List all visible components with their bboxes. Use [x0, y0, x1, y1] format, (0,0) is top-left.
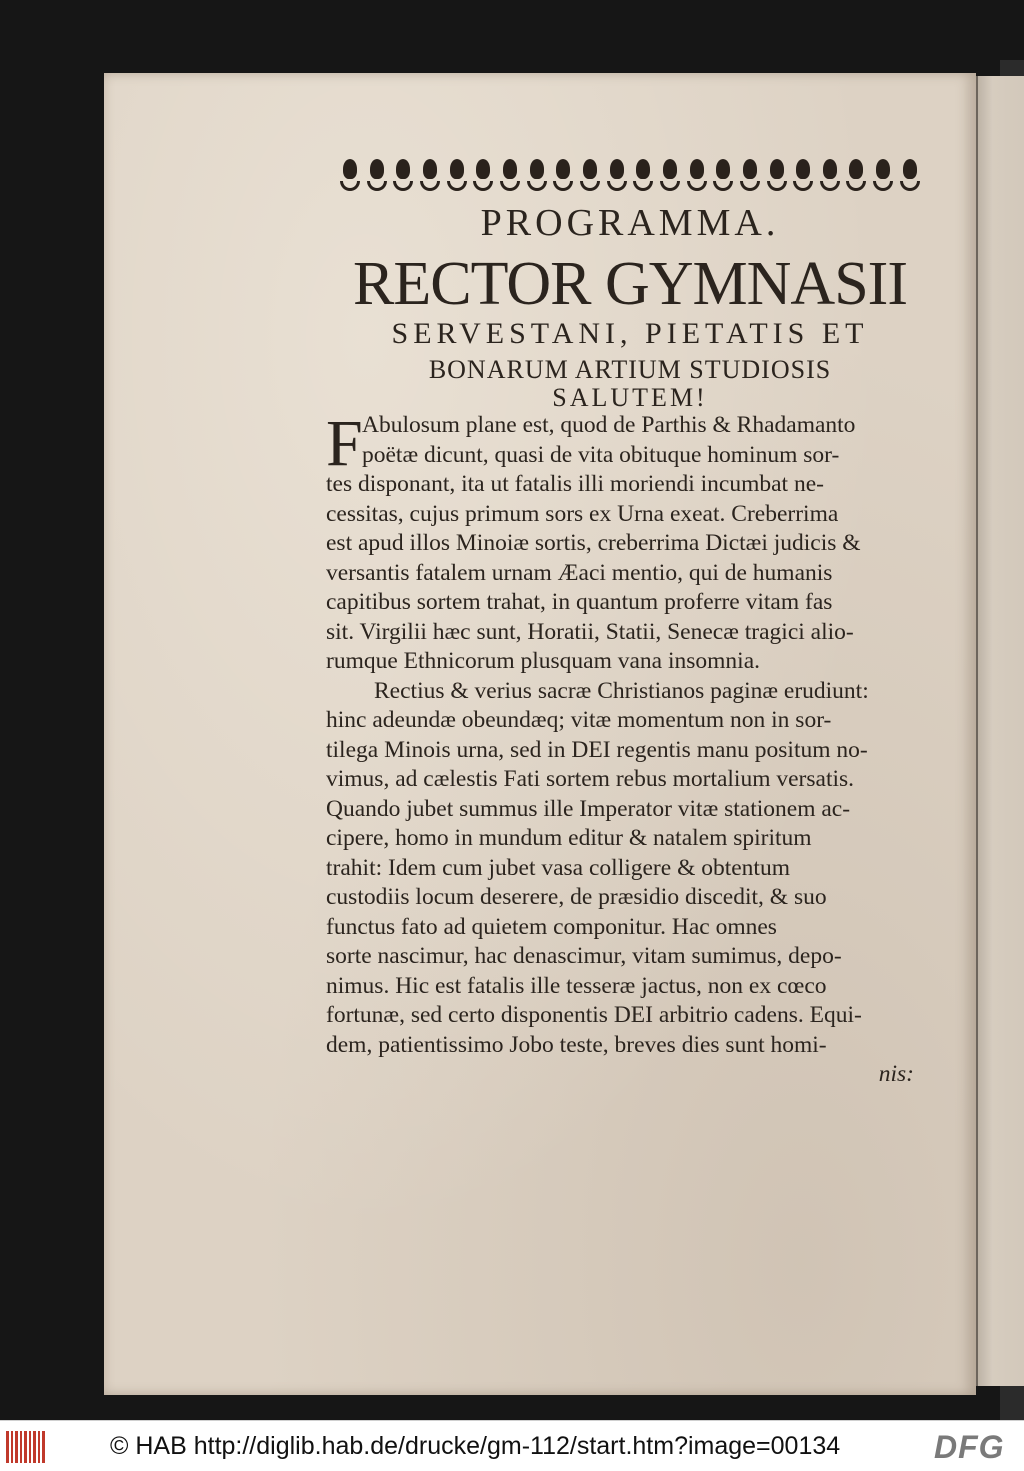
ornament-icon [713, 157, 733, 197]
catchword: nis: [878, 1061, 914, 1087]
ornament-border [340, 155, 920, 199]
library-barcode-icon[interactable] [6, 1431, 46, 1463]
ornament-icon [527, 157, 547, 197]
text-line: Abulosum plane est, quod de Parthis & Rhadamanto [362, 412, 856, 438]
text-line: custodiis locum deserere, de præsidio discedit, & suo [326, 884, 827, 910]
text-line: cipere, homo in mundum editur & natalem spiritum [326, 825, 812, 851]
text-line: tilega Minois urna, sed in DEI regentis manu positum no- [326, 736, 868, 763]
ornament-icon [340, 157, 360, 197]
text-line: dem, patientissimo Jobo teste, breves dies sunt homi- [326, 1031, 827, 1058]
text-line: capitibus sortem trahat, in quantum proferre vitam fas [326, 589, 833, 615]
ornament-icon [607, 157, 627, 197]
drop-cap: F [326, 407, 363, 480]
dfg-logo[interactable]: DFG [934, 1429, 1005, 1465]
ornament-icon [846, 157, 866, 197]
ornament-icon [900, 157, 920, 197]
text-line: hinc adeundæ obeundæq; vitæ momentum non in sor- [326, 707, 832, 733]
ornament-icon [633, 157, 653, 197]
document-subtitle-line1: SERVESTANI, PIETATIS ET [391, 317, 869, 350]
text-line: versantis fatalem urnam Æaci mentio, qui de humanis [326, 559, 833, 586]
text-line: rumque Ethnicorum plusquam vana insomnia. [326, 648, 761, 674]
ornament-icon [500, 157, 520, 197]
ornament-icon [580, 157, 600, 197]
source-credit-link[interactable]: © HAB http://diglib.hab.de/drucke/gm-112/start.htm?image=00134 [110, 1432, 841, 1460]
text-line: fortunæ, sed certo disponentis DEI arbitrio cadens. Equi- [326, 1002, 862, 1028]
text-line: sorte nascimur, hac denascimur, vitam sumimus, depo- [326, 943, 842, 969]
ornament-icon [767, 157, 787, 197]
document-title: RECTOR GYMNASII [353, 250, 907, 318]
document-salutation: SALUTEM! [552, 383, 708, 412]
ornament-icon [660, 157, 680, 197]
ornament-icon [793, 157, 813, 197]
text-line: poëtæ dicunt, quasi de vita obituque hominum sor- [362, 441, 840, 468]
ornament-icon [820, 157, 840, 197]
facing-page [976, 76, 1024, 1386]
ornament-icon [687, 157, 707, 197]
ornament-icon [393, 157, 413, 197]
text-line: functus fato ad quietem componitur. Hac omnes [326, 913, 777, 940]
text-line: Rectius & verius sacræ Christianos paginæ erudiunt: [374, 677, 869, 704]
ornament-icon [873, 157, 893, 197]
text-line: est apud illos Minoiæ sortis, creberrima Dictæi judicis & [326, 530, 861, 556]
ornament-icon [740, 157, 760, 197]
document-subtitle-line2: BONARUM ARTIUM STUDIOSIS [428, 355, 832, 384]
text-line: trahit: Idem cum jubet vasa colligere & obtentum [326, 854, 790, 881]
text-line: Quando jubet summus ille Imperator vitæ stationem ac- [326, 795, 851, 822]
ornament-icon [420, 157, 440, 197]
text-line: sit. Virgilii hæc sunt, Horatii, Statii, Senecæ tragici alio- [326, 618, 854, 645]
scanned-page [104, 73, 976, 1395]
ornament-icon [447, 157, 467, 197]
ornament-icon [473, 157, 493, 197]
text-line: nimus. Hic est fatalis ille tesseræ jactus, non ex cœco [326, 972, 827, 999]
text-line: cessitas, cujus primum sors ex Urna exeat. Creberrima [326, 500, 839, 527]
text-line: tes disponant, ita ut fatalis illi moriendi incumbat ne- [326, 471, 824, 497]
document-heading: PROGRAMMA. [480, 202, 780, 244]
ornament-icon [553, 157, 573, 197]
viewer-footer [0, 1420, 1024, 1471]
text-line: vimus, ad cælestis Fati sortem rebus mortalium versatis. [326, 766, 855, 792]
body-text [326, 407, 926, 1090]
ornament-icon [367, 157, 387, 197]
